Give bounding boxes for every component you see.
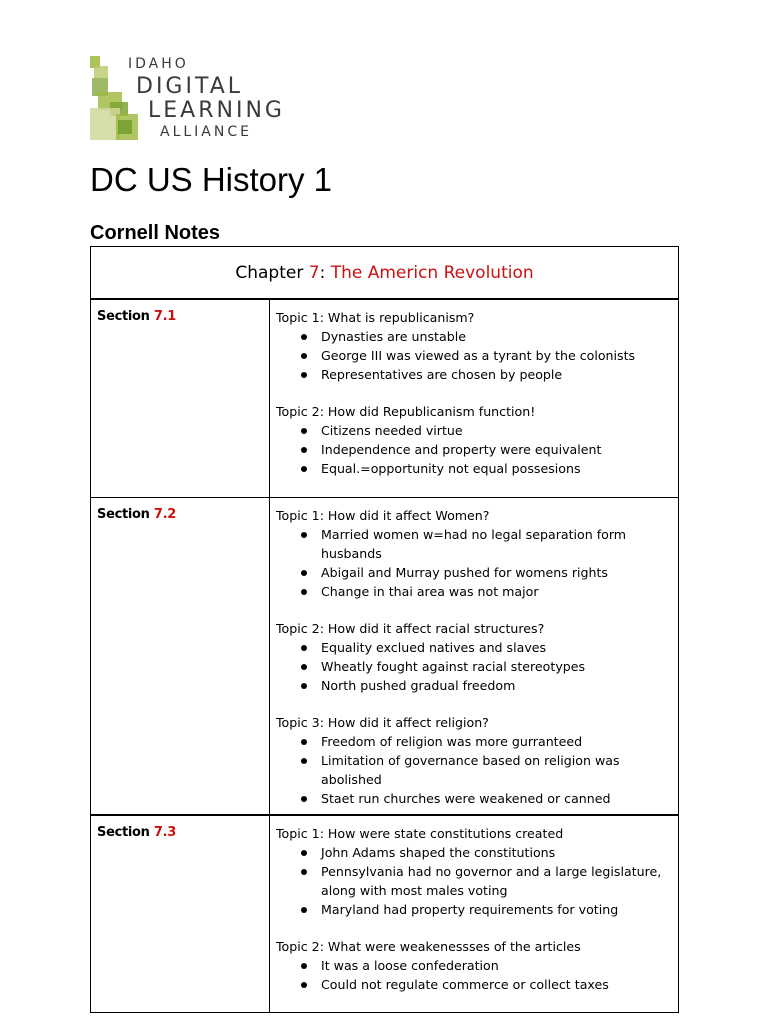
section-label: Section xyxy=(97,309,154,324)
bullet-item: John Adams shaped the constitutions xyxy=(321,843,674,862)
bullet-item: Married women w=had no legal separation form husbands xyxy=(321,525,674,563)
bullet-list xyxy=(276,732,674,808)
section-label: Section xyxy=(97,507,154,522)
topic-title: Topic 2: How did it affect racial structures? xyxy=(276,621,545,636)
bullet-item: Staet run churches were weakened or canned xyxy=(321,789,674,808)
bullet-list xyxy=(276,421,674,478)
bullet-item: Representatives are chosen by people xyxy=(321,365,674,384)
section-notes-cell xyxy=(270,498,679,816)
topic-title: Topic 2: How did Republicanism function! xyxy=(276,404,536,419)
logo-line-2: DIGITAL xyxy=(136,74,244,99)
bullet-item: Wheatly fought against racial stereotypes xyxy=(321,657,674,676)
section-number: 7.3 xyxy=(153,825,177,840)
bullet-item: Change in thai area was not major xyxy=(321,582,674,601)
logo-line-3: LEARNING xyxy=(148,98,285,123)
cornell-notes-table xyxy=(90,246,679,1013)
bullet-item: Abigail and Murray pushed for womens rights xyxy=(321,563,674,582)
topic-title: Topic 1: How were state constitutions created xyxy=(276,826,564,841)
chapter-separator: : xyxy=(319,262,331,283)
section-label-cell xyxy=(91,299,270,498)
topic-title: Topic 2: What were weakenessses of the articles xyxy=(276,939,581,954)
section-label-cell xyxy=(91,498,270,816)
bullet-item: It was a loose confederation xyxy=(321,956,674,975)
document-title: DC US History 1 xyxy=(90,161,333,198)
logo-line-1: IDAHO xyxy=(128,56,189,72)
topic-title: Topic 1: How did it affect Women? xyxy=(276,508,490,523)
chapter-heading xyxy=(91,247,679,300)
section-number: 7.1 xyxy=(153,309,177,324)
bullet-item: George III was viewed as a tyrant by the colonists xyxy=(321,346,674,365)
bullet-item: Independence and property were equivalent xyxy=(321,440,674,459)
bullet-list xyxy=(276,843,674,919)
bullet-list xyxy=(276,956,674,994)
section-row xyxy=(91,815,679,1013)
idaho-digital-learning-alliance-logo xyxy=(88,52,308,144)
topic-title: Topic 3: How did it affect religion? xyxy=(276,715,489,730)
section-row xyxy=(91,299,679,498)
section-label-cell xyxy=(91,815,270,1013)
chapter-word: Chapter xyxy=(235,262,309,283)
bullet-list xyxy=(276,638,674,695)
bullet-item: Maryland had property requirements for voting xyxy=(321,900,674,919)
bullet-item: Equality exclued natives and slaves xyxy=(321,638,674,657)
chapter-number: 7 xyxy=(308,262,320,283)
bullet-item: Dynasties are unstable xyxy=(321,327,674,346)
section-number: 7.2 xyxy=(153,507,177,522)
document-subtitle: Cornell Notes xyxy=(90,222,221,244)
bullet-list xyxy=(276,525,674,601)
bullet-item: Citizens needed virtue xyxy=(321,421,674,440)
chapter-name: The Americn Revolution xyxy=(330,262,534,283)
bullet-list xyxy=(276,327,674,384)
section-notes-cell xyxy=(270,815,679,1013)
bullet-item: Limitation of governance based on religion was abolished xyxy=(321,751,674,789)
bullet-item: North pushed gradual freedom xyxy=(321,676,674,695)
topic-title: Topic 1: What is republicanism? xyxy=(276,310,475,325)
section-notes-cell xyxy=(270,299,679,498)
logo-line-4: ALLIANCE xyxy=(160,124,252,140)
bullet-item: Could not regulate commerce or collect taxes xyxy=(321,975,674,994)
section-row xyxy=(91,498,679,816)
section-label: Section xyxy=(97,825,154,840)
bullet-item: Pennsylvania had no governor and a large legislature, along with most males voting xyxy=(321,862,674,900)
bullet-item: Freedom of religion was more gurranteed xyxy=(321,732,674,751)
bullet-item: Equal.=opportunity not equal possesions xyxy=(321,459,674,478)
chapter-row xyxy=(91,247,679,300)
